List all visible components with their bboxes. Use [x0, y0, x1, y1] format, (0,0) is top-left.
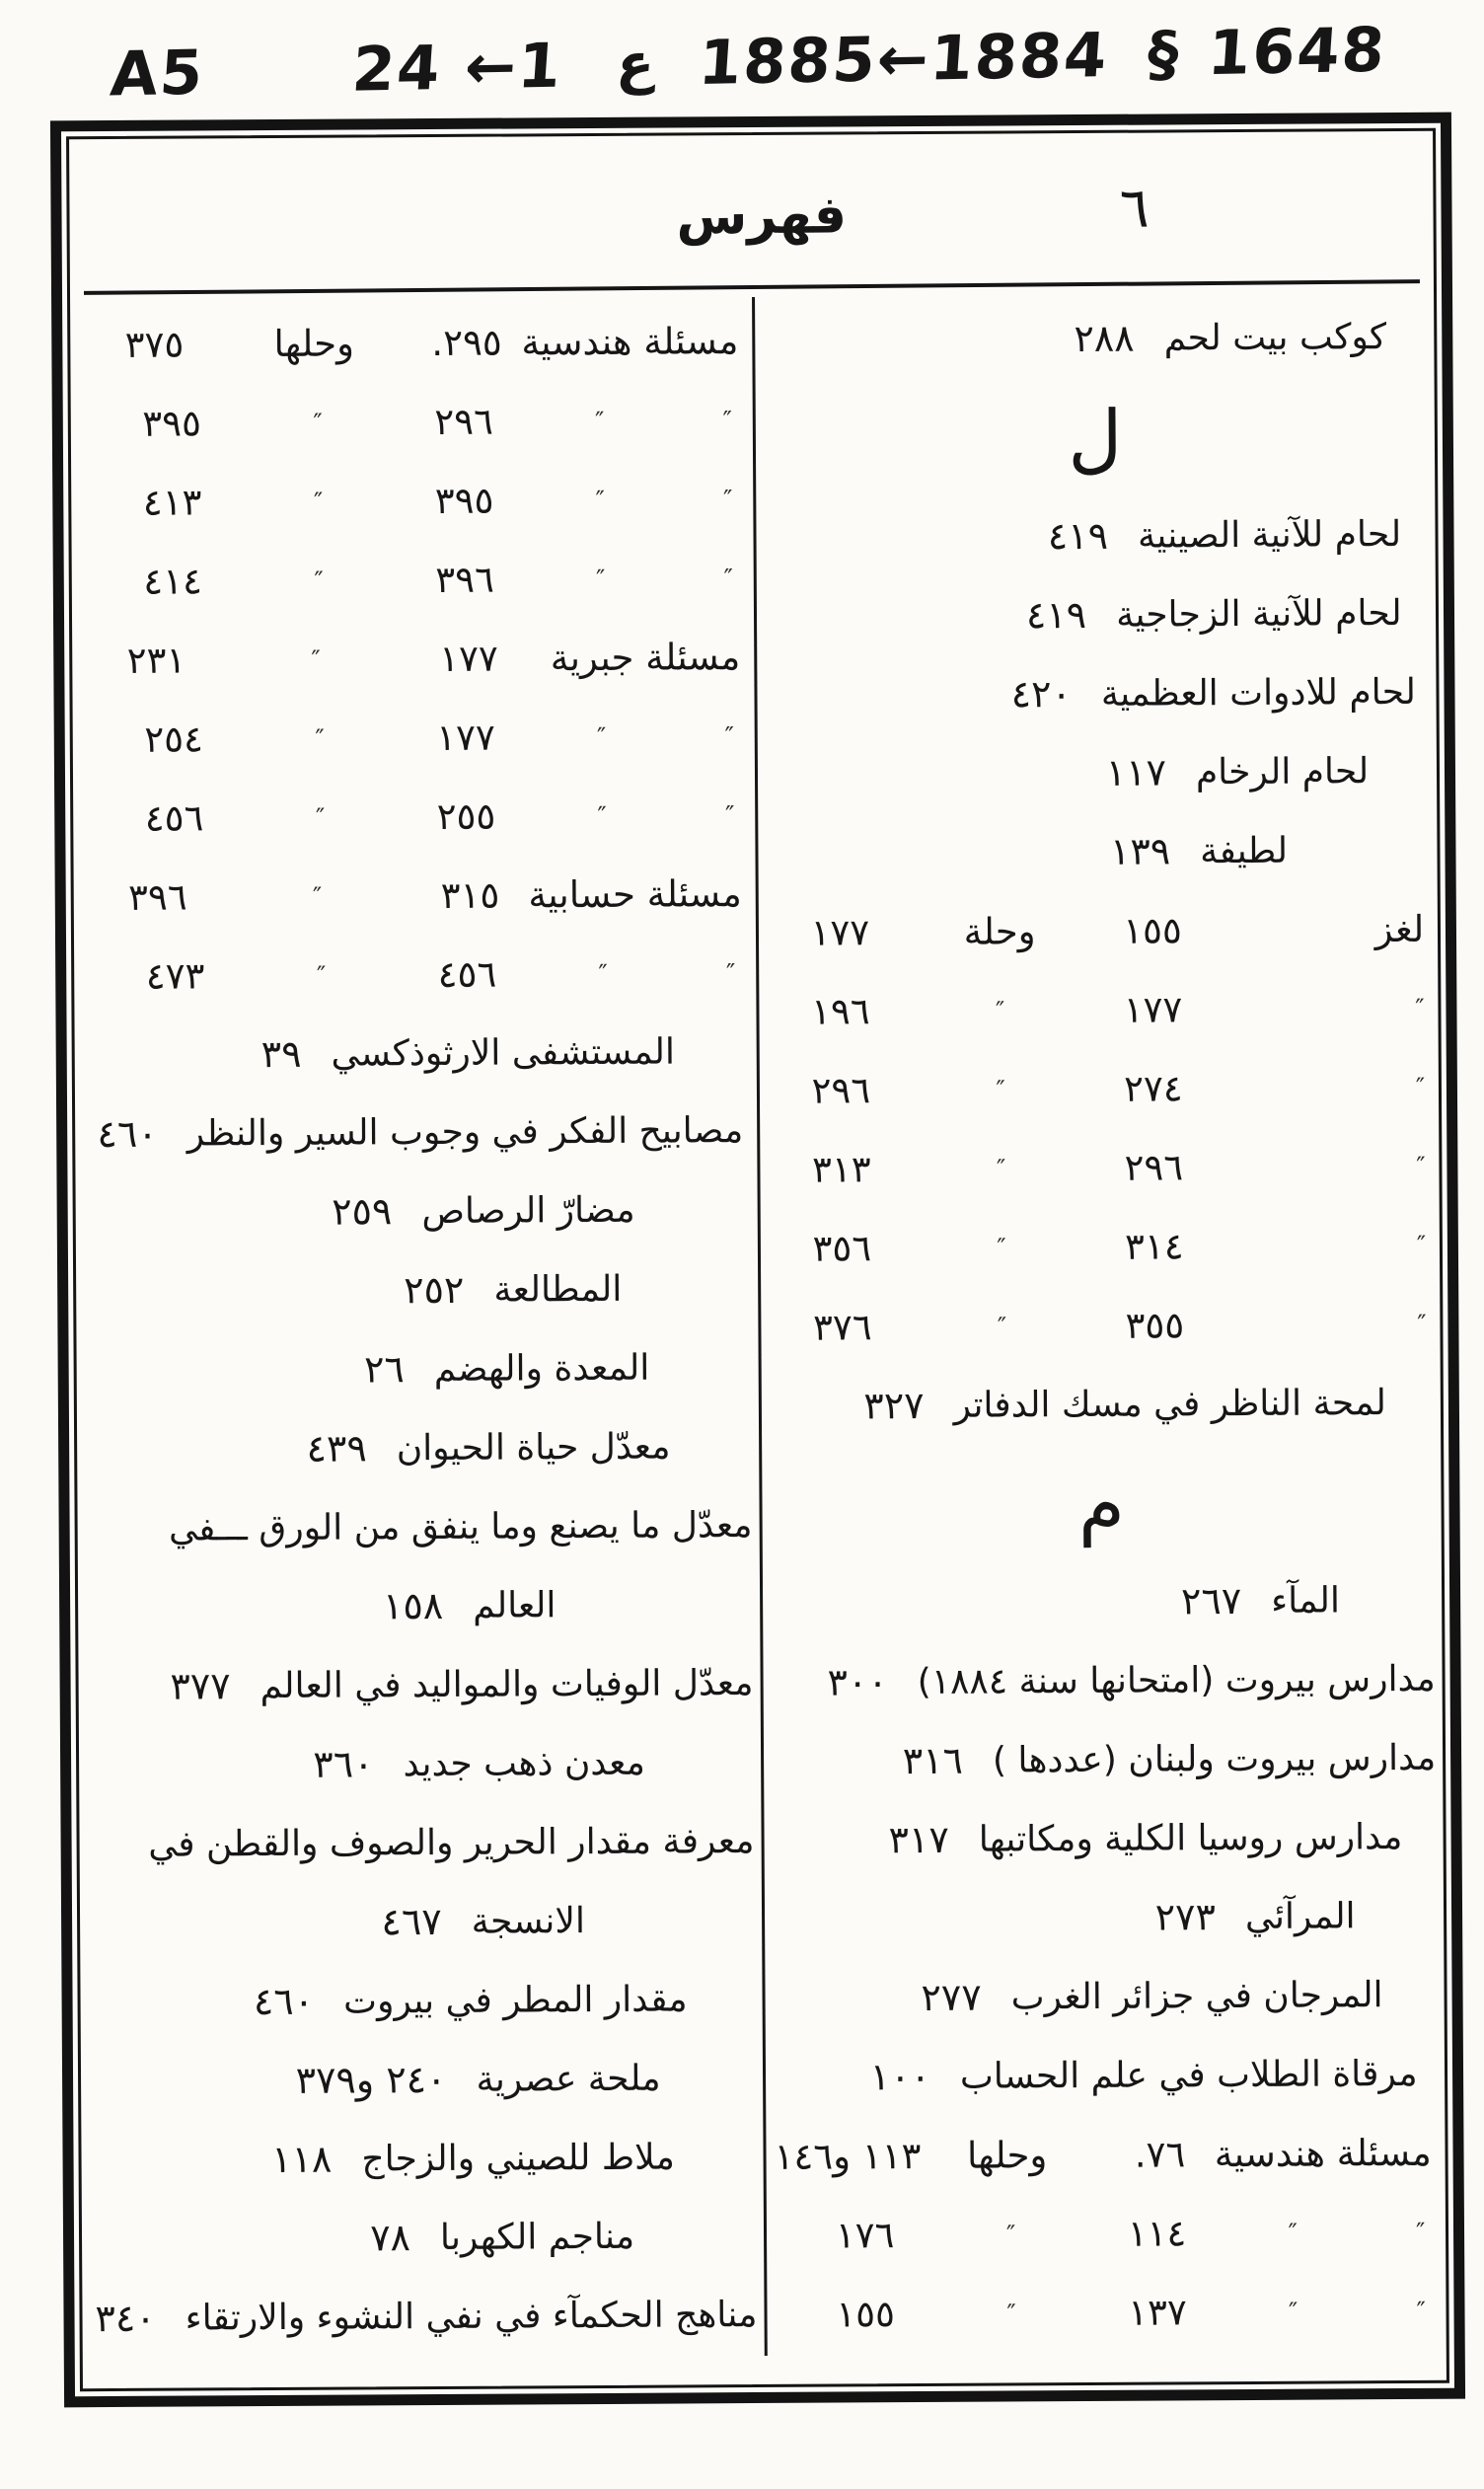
ditto-mark: ″ — [1006, 2298, 1016, 2327]
entry-label: مضارّ الرصاص — [421, 1189, 635, 1232]
index-entry — [78, 1169, 758, 1252]
index-table-row — [759, 1047, 1439, 1130]
entry-page-number: ٣٦٠ — [313, 1742, 374, 1786]
entry-label: معدن ذهب جديد — [403, 1742, 646, 1784]
entry-label: لحام الرخام — [1195, 750, 1370, 792]
page-border-inner-rule — [66, 128, 1449, 2391]
entry-label: لحام للآنية الصينية — [1137, 513, 1402, 557]
page-number-cell: ٣٩٦ — [127, 875, 187, 919]
index-table-row — [760, 1126, 1440, 1209]
entry-label: المرجان في جزائر الغرب — [1010, 1974, 1383, 2017]
entry-label: وحلها — [966, 2133, 1048, 2177]
entry-label: معدّل ما يصنع وما ينفق من الورق ـــفي — [168, 1504, 753, 1549]
entry-page-number: ٢٧٧ — [921, 1975, 982, 2020]
index-table-row — [74, 459, 754, 542]
entry-label: لحام للادوات العظمية — [1100, 671, 1416, 715]
page-number-cell: ٣١٤ — [1124, 1224, 1184, 1268]
entry-page-number: ٧٨ — [370, 2216, 411, 2260]
entry-page-number: ٤٦٠ — [97, 1111, 158, 1157]
index-entry — [81, 1643, 761, 1726]
entry-label: مقدار المطر في بيروت — [342, 1978, 688, 2022]
entry-label: مصابيح الفكر في وجوب السير والنظر — [186, 1109, 744, 1155]
handwritten-token: 1648 — [1205, 13, 1389, 90]
index-table-row — [760, 1205, 1440, 1288]
page-number-cell: ١١٤ — [1127, 2211, 1187, 2255]
section-letter: ل — [1067, 393, 1123, 482]
index-table-row — [758, 889, 1438, 972]
page-number-cell: ٣٥٦ — [812, 1226, 872, 1270]
entry-page-number: ٤١٩ — [1047, 513, 1109, 559]
page-number-cell: ١٧٦ — [835, 2213, 895, 2257]
entry-label: مسئلة هندسية — [1214, 2131, 1432, 2175]
handwritten-token: ع — [614, 31, 657, 97]
index-table-row — [759, 968, 1439, 1051]
page-number-cell: ٤١٣ — [142, 480, 202, 524]
entry-page-number: ٤١٩ — [1025, 592, 1087, 638]
ditto-mark: ″ — [1288, 2218, 1298, 2247]
entry-page-number: ١١٨ — [271, 2137, 333, 2182]
index-table-row — [766, 2113, 1446, 2196]
entry-label: الانسجة — [471, 1900, 586, 1942]
index-entry — [77, 1091, 757, 1173]
entry-page-number: ٤٦٧ — [381, 1899, 442, 1944]
handwritten-token: § — [1145, 17, 1183, 91]
ditto-mark: ″ — [596, 721, 607, 751]
ditto-mark: ″ — [312, 881, 323, 911]
handwritten-token: A5 — [108, 36, 207, 111]
page-number-cell: ٣٧٥ — [124, 323, 185, 366]
index-entry — [756, 494, 1436, 577]
ditto-mark: ″ — [997, 1232, 1006, 1262]
ditto-mark: ″ — [1415, 1072, 1426, 1101]
entry-page-number: ٣٧٧ — [170, 1664, 231, 1708]
entry-page-number: ٢٨٨ — [1074, 316, 1135, 361]
page-number-cell: ٢٥٤ — [144, 717, 204, 761]
entry-label: كوكب بيت لحم — [1163, 316, 1387, 358]
page-number-cell: ٣٧٦ — [812, 1305, 872, 1349]
entry-label: مرقاة الطلاب في علم الحساب — [959, 2053, 1418, 2097]
page-number-cell: ٣٥٥ — [1125, 1303, 1185, 1347]
index-entry — [765, 1955, 1445, 2038]
entry-label: مسئلة هندسية — [521, 319, 739, 363]
index-table-row — [767, 2271, 1447, 2354]
index-entry — [85, 2275, 765, 2358]
entry-page-number: ٢٤٠ و٣٧٩ — [295, 2057, 447, 2102]
ditto-mark: ″ — [595, 485, 605, 514]
ditto-mark: ″ — [1288, 2297, 1298, 2326]
page-number-cell: ١٥٥ — [1122, 908, 1182, 952]
ditto-mark: ″ — [1415, 993, 1425, 1022]
entry-label: المعدة والهضم — [433, 1347, 650, 1390]
page-number-cell: ١١٣ و١٤٦ — [774, 2134, 922, 2178]
ditto-mark: ″ — [1417, 1309, 1427, 1338]
entry-label: المرآئي — [1244, 1895, 1356, 1937]
ditto-mark: ″ — [725, 957, 736, 987]
index-entry — [82, 1801, 762, 1884]
index-entry — [755, 297, 1435, 380]
page-number-cell: ٢٩٦ — [1124, 1145, 1184, 1189]
entry-label: مناهج الحكمآء في نفي النشوء والارتقاء — [185, 2294, 758, 2339]
entry-page-number: ١٣٩ — [1109, 829, 1171, 873]
index-entry — [764, 1797, 1444, 1880]
index-entry — [763, 1560, 1443, 1643]
index-entry — [764, 1718, 1444, 1801]
index-column-left — [73, 297, 765, 2360]
handwritten-token: 24 ←1 — [349, 29, 565, 106]
ditto-mark: ″ — [997, 1311, 1007, 1341]
index-table-row — [77, 933, 757, 1016]
handwritten-token: 1885←1884 — [696, 18, 1111, 100]
page-number-cell: ٢٧٤ — [1123, 1066, 1183, 1110]
index-entry — [77, 1012, 757, 1094]
ditto-mark: ″ — [724, 799, 735, 829]
entry-page-number: ٣١٧ — [888, 1817, 949, 1862]
entry-page-number: ٣٤٠ — [95, 2296, 156, 2341]
page-number-cell: ٣٩٥ — [142, 401, 202, 445]
ditto-mark: ″ — [722, 484, 733, 513]
entry-label: لطيفة — [1200, 830, 1289, 871]
index-column-right — [755, 293, 1447, 2356]
ditto-mark: ″ — [723, 563, 733, 592]
entry-page-number: ٤٦٠ — [253, 1979, 315, 2024]
page-number-cell: ٢٣١ — [126, 639, 186, 682]
index-entry — [763, 1639, 1443, 1722]
index-table-row — [761, 1284, 1441, 1367]
index-entry — [766, 2034, 1446, 2117]
page-number-cell: ١٣٧ — [1128, 2290, 1187, 2334]
entry-page-number: ٤٢٠ — [1010, 672, 1073, 717]
entry-page-number: ٢٥٢ — [404, 1267, 465, 1313]
index-entry — [765, 1876, 1445, 1959]
page-number-cell: ٢٩٥. — [431, 321, 502, 364]
entry-label: معرفة مقدار الحرير والصوف والقطن في — [148, 1820, 755, 1865]
ditto-mark: ″ — [598, 958, 608, 988]
entry-label: مسئلة حسابية — [528, 871, 742, 916]
entry-label: لحام للآنية الزجاجية — [1116, 592, 1402, 636]
page-number-cell: ٧٦. — [1134, 2132, 1186, 2176]
entry-page-number: ١٠٠ — [869, 2054, 931, 2099]
entry-page-number: ٣١٦ — [902, 1738, 964, 1783]
page-number-cell: ٢٩٦ — [811, 1068, 871, 1112]
entry-page-number: ٢٦٧ — [1180, 1579, 1242, 1623]
entry-label: المطالعة — [493, 1268, 623, 1311]
ditto-mark: ″ — [315, 802, 326, 832]
ditto-mark: ″ — [724, 720, 734, 750]
index-table-row — [75, 617, 755, 700]
entry-label: مناجم الكهربا — [439, 2216, 635, 2258]
ditto-mark: ″ — [996, 1153, 1006, 1183]
index-entry — [761, 1363, 1441, 1446]
page-number-cell: ١٥٥ — [836, 2292, 896, 2336]
page-number-cell: ٤١٤ — [143, 559, 203, 603]
entry-label: معدّل الوفيات والمواليد في العالم — [260, 1662, 754, 1706]
index-table-row — [76, 775, 756, 858]
index-entry — [82, 1880, 762, 1963]
index-entry — [83, 1959, 763, 2042]
page-number-cell: ٣١٣ — [811, 1147, 871, 1191]
entry-label: ملاط للصيني والزجاج — [361, 2137, 675, 2179]
ditto-mark: ″ — [995, 995, 1005, 1025]
index-entry — [81, 1722, 761, 1805]
index-entry — [78, 1248, 758, 1331]
entry-label: مسئلة جبرية — [550, 635, 741, 679]
ditto-mark: ″ — [313, 487, 324, 516]
ditto-mark: ″ — [1416, 1230, 1427, 1259]
ditto-mark: ″ — [316, 960, 327, 990]
entry-page-number: ٢٥٩ — [332, 1189, 393, 1234]
ditto-mark: ″ — [722, 405, 733, 434]
index-entry — [757, 652, 1437, 735]
entry-page-number: ٣٢٧ — [863, 1383, 925, 1428]
ditto-mark: ″ — [1416, 2296, 1426, 2325]
index-entry — [84, 2117, 764, 2200]
page-number-cell: ١٧٧ — [439, 637, 498, 680]
entry-label: ملحة عصرية — [476, 2058, 661, 2100]
ditto-mark: ″ — [595, 564, 606, 593]
index-entry — [757, 573, 1437, 656]
entry-label: مدارس بيروت ولبنان (عددها ) — [992, 1737, 1437, 1781]
index-table-row — [73, 380, 753, 463]
handwritten-annotation — [109, 14, 1389, 111]
page-number-cell: ٤٥٦ — [144, 795, 204, 840]
page-number-cell: ٤٥٦ — [437, 952, 497, 996]
ditto-mark: ″ — [315, 723, 325, 753]
entry-page-number: ٢٧٣ — [1154, 1895, 1217, 1939]
index-table-row — [74, 538, 754, 621]
ditto-mark: ″ — [1415, 2217, 1426, 2246]
index-entry — [84, 2196, 764, 2279]
index-entry — [758, 810, 1438, 893]
entry-page-number: ١١٧ — [1105, 750, 1167, 794]
index-entry — [758, 731, 1438, 814]
page-number-cell: ٢٩٦ — [434, 400, 494, 443]
ditto-mark: ″ — [314, 566, 324, 595]
index-table-row — [75, 696, 755, 779]
entry-page-number: ١٥٨ — [382, 1583, 444, 1628]
index-entry — [83, 2038, 763, 2121]
entry-label: لغز — [1374, 907, 1425, 950]
page-number: ٦ — [1119, 176, 1150, 241]
entry-label: لمحة الناظر في مسك الدفاتر — [953, 1382, 1386, 1426]
index-entry — [79, 1406, 759, 1489]
page-number-cell: ١٧٧ — [810, 910, 870, 954]
page-number-cell: ٣٩٦ — [435, 558, 495, 601]
entry-label: مدارس روسيا الكلية ومكاتبها — [978, 1816, 1403, 1860]
index-entry — [79, 1327, 759, 1410]
entry-label: المآء — [1271, 1579, 1341, 1622]
ditto-mark: ″ — [996, 1074, 1005, 1104]
index-table-row — [73, 301, 753, 384]
ditto-mark: ″ — [594, 406, 605, 435]
index-entry — [80, 1485, 760, 1568]
index-table-row — [767, 2192, 1447, 2275]
ditto-mark: ″ — [597, 800, 607, 830]
page-number-cell: ٣٩٥ — [434, 479, 494, 522]
entry-label: وحلها — [273, 321, 354, 365]
page-number-cell: ١٧٧ — [436, 716, 495, 759]
page-number-cell: ٢٥٥ — [436, 794, 496, 838]
page-number-cell: ١٩٦ — [810, 989, 870, 1033]
entry-label: وحلة — [963, 909, 1036, 953]
page-border-frame — [50, 113, 1465, 2408]
page-number-cell: ١٧٧ — [1123, 987, 1183, 1031]
ditto-mark: ″ — [1005, 2219, 1016, 2248]
entry-label: معدّل حياة الحيوان — [396, 1426, 671, 1469]
entry-page-number: ٣٩ — [260, 1031, 302, 1077]
page-number-cell: ٤٧٣ — [145, 953, 205, 998]
entry-label: المستشفى الارثوذكسي — [331, 1031, 676, 1075]
index-table-row — [76, 854, 756, 937]
index-entry — [80, 1564, 760, 1647]
entry-page-number: ٢٦ — [363, 1347, 405, 1392]
page-header — [69, 131, 1434, 289]
page-number-cell: ٣١٥ — [440, 873, 500, 917]
entry-label: العالم — [473, 1584, 556, 1626]
entry-page-number: ٤٣٩ — [306, 1426, 367, 1471]
entry-page-number: ٣٠٠ — [827, 1660, 888, 1704]
section-letter: م — [1077, 1459, 1126, 1547]
ditto-mark: ″ — [313, 408, 323, 437]
index-columns — [70, 293, 1447, 2360]
ditto-mark: ″ — [311, 644, 321, 674]
page-title: فهرس — [676, 186, 848, 247]
ditto-mark: ″ — [1416, 1151, 1426, 1180]
entry-label: مدارس بيروت (امتحانها سنة ١٨٨٤) — [917, 1658, 1436, 1702]
